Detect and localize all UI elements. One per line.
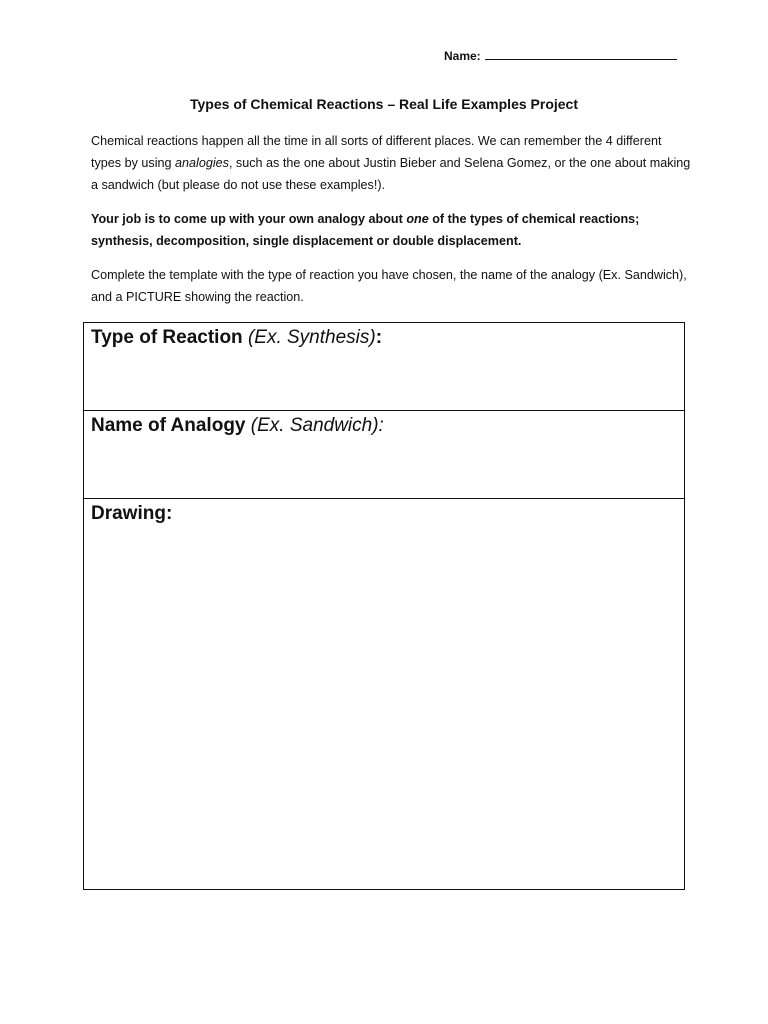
analogy-name-cell[interactable]: [84, 411, 684, 499]
name-label: Name:: [444, 49, 481, 63]
intro-p1-text-b: , such as the one about Justin Bieber and Selena Gomez, or the one about making a sandwich (but please do not use these examples!).: [91, 156, 691, 192]
analogy-name-heading: [91, 415, 384, 437]
reaction-type-label: Type of Reaction: [91, 327, 243, 348]
drawing-cell[interactable]: [84, 499, 684, 889]
reaction-type-heading: [91, 327, 382, 349]
intro-paragraph-1: [91, 130, 691, 196]
drawing-heading: Drawing:: [91, 503, 173, 524]
reaction-type-colon: :: [375, 327, 383, 348]
intro-p2-text-b: of the types of chemical reactions; synthesis, decomposition, single displacement or double displacement.: [91, 212, 640, 248]
name-blank-line[interactable]: [485, 48, 677, 60]
reaction-type-cell[interactable]: [84, 323, 684, 411]
template-table: [83, 322, 685, 890]
analogy-name-label: Name of Analogy: [91, 415, 246, 436]
intro-p1-text-a: Chemical reactions happen all the time in all sorts of different places. We can remember the 4 different types by using: [91, 134, 662, 170]
intro-p2-italic: one: [406, 212, 429, 226]
intro-paragraph-3: Complete the template with the type of reaction you have chosen, the name of the analogy (Ex. Sandwich), and a PICTURE showing the reaction.: [91, 268, 687, 304]
intro-p1-italic: analogies: [175, 156, 229, 170]
name-field[interactable]: [444, 48, 677, 63]
intro-p2-text-a: Your job is to come up with your own analogy about: [91, 212, 407, 226]
intro-paragraph-2: [91, 208, 691, 252]
page-title: Types of Chemical Reactions – Real Life Examples Project: [190, 96, 578, 112]
reaction-type-example: (Ex. Synthesis): [247, 327, 376, 348]
analogy-name-example: (Ex. Sandwich):: [250, 415, 384, 436]
